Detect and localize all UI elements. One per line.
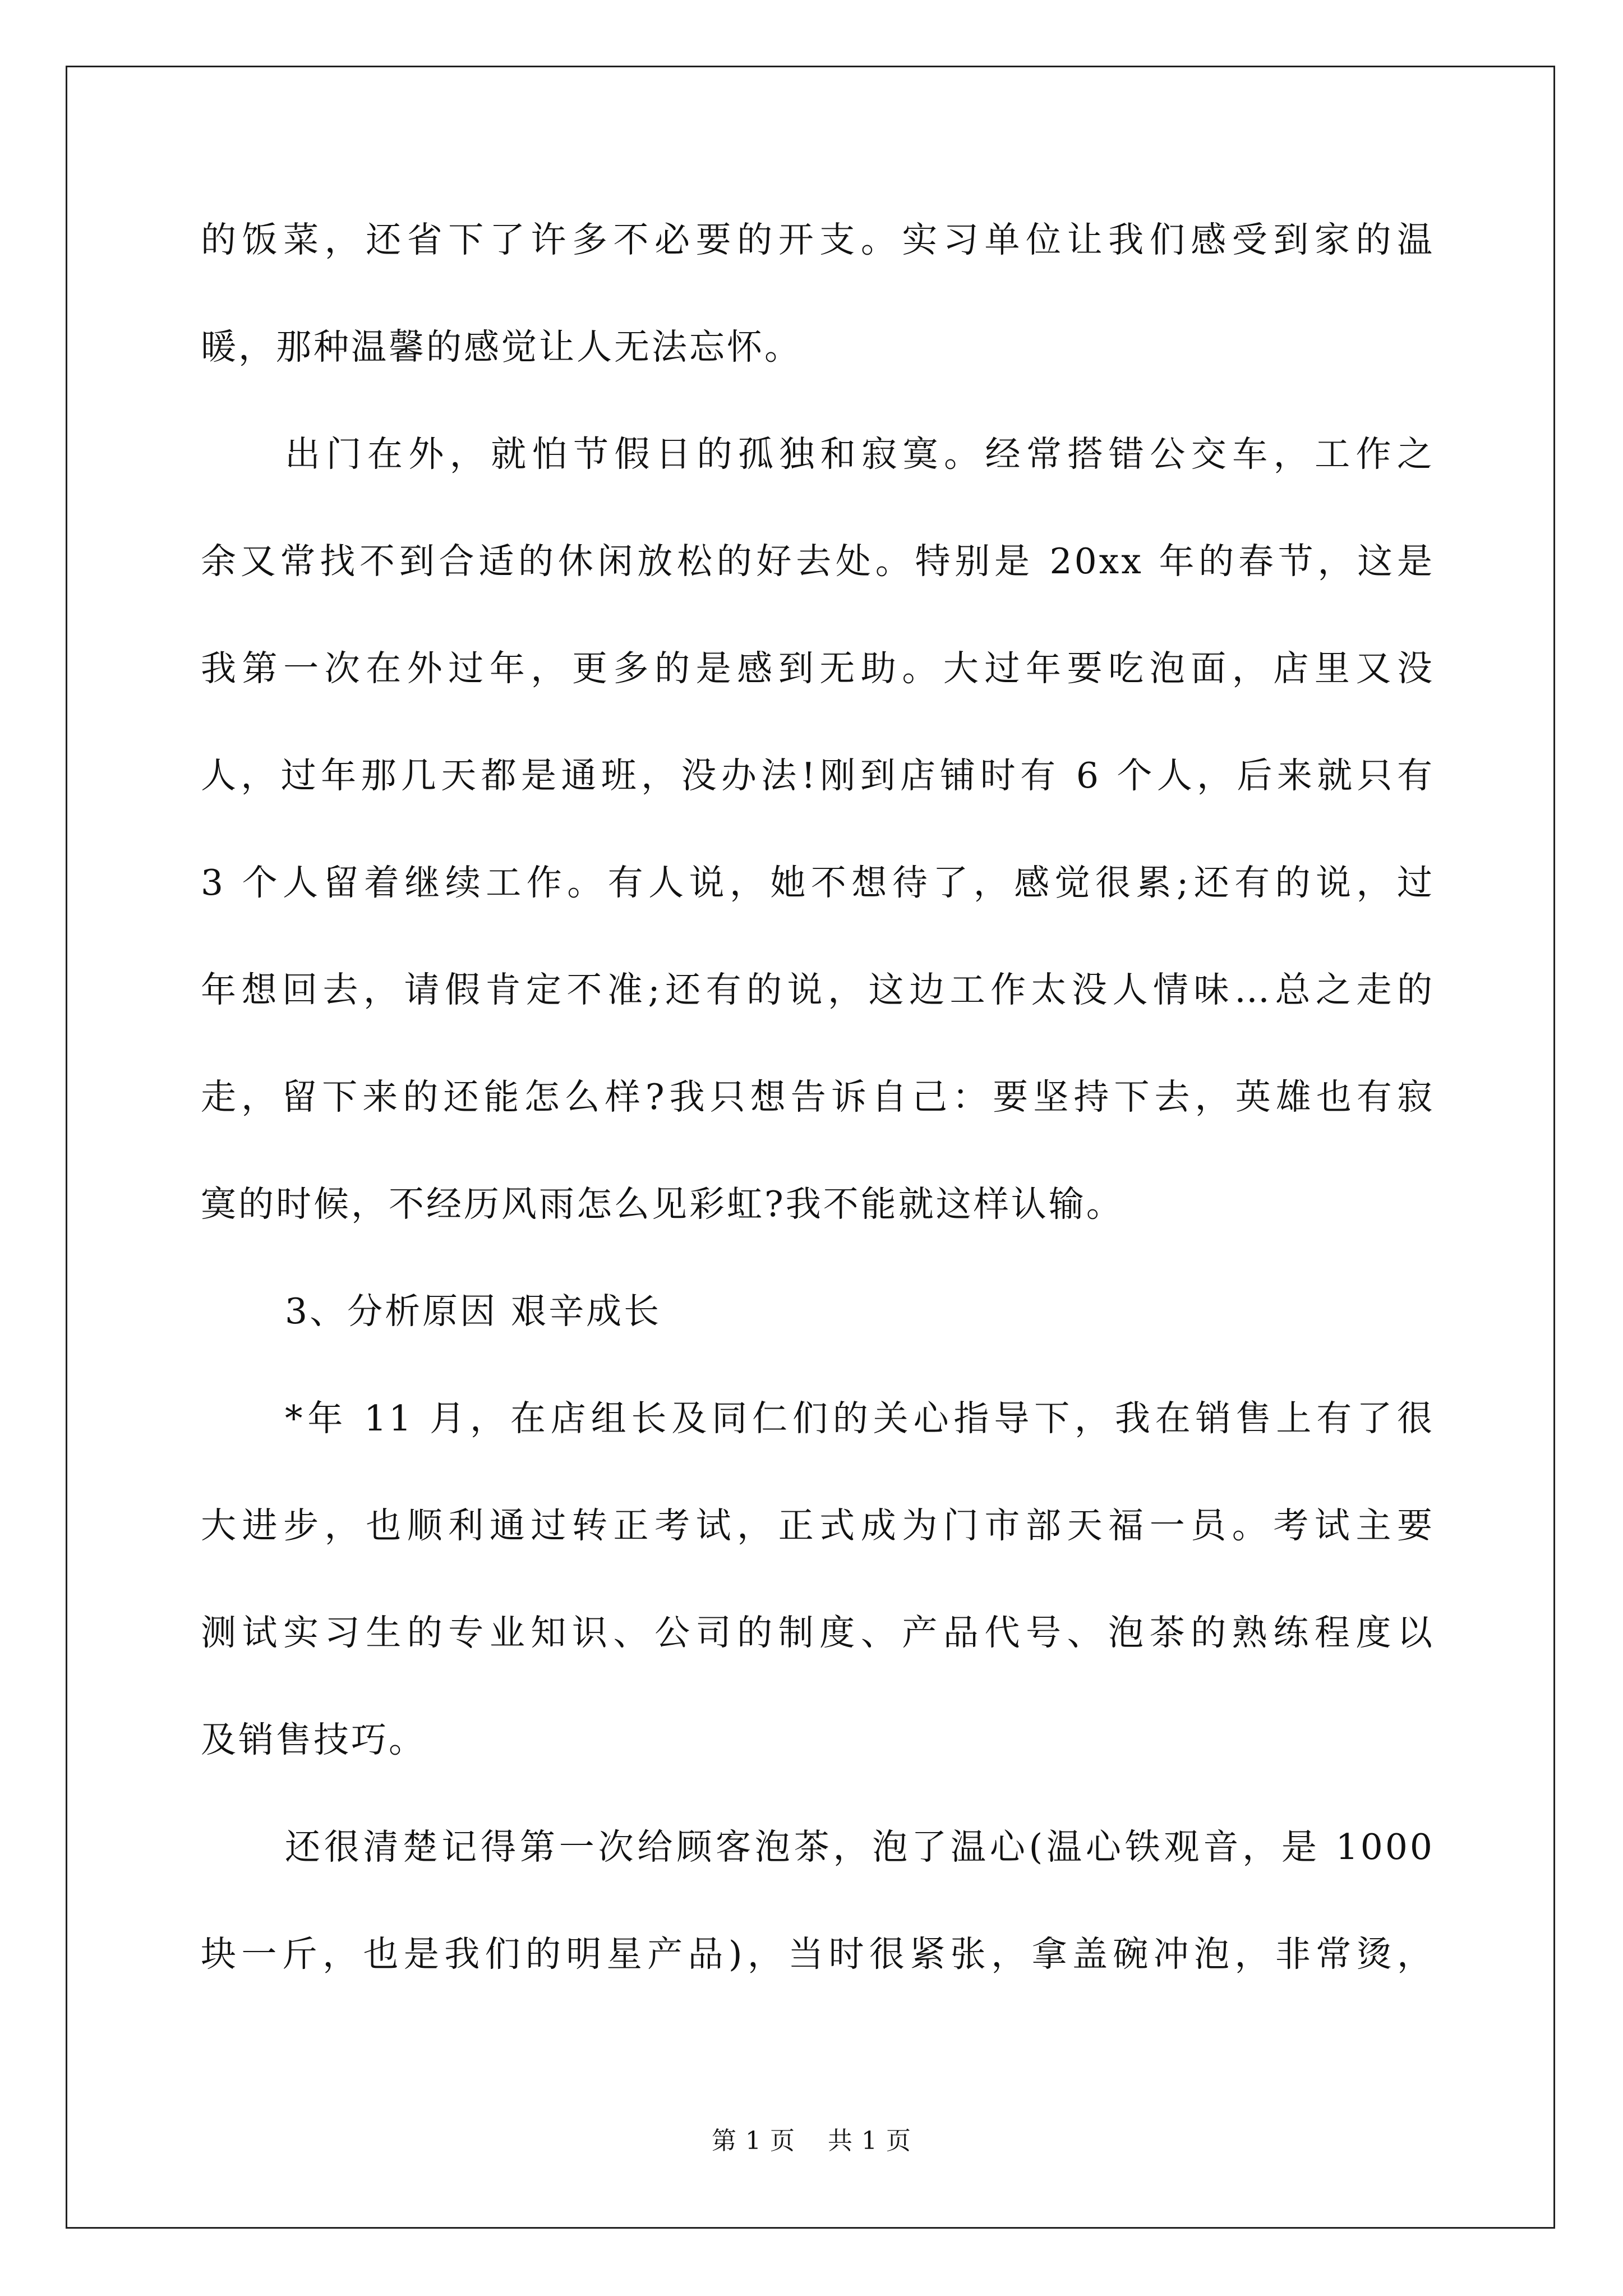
document-body [201, 219, 1435, 2043]
text-line: *年 11 月，在店组长及同仁们的关心指导下，我在销售上有了很 [285, 1398, 1435, 1439]
page-total: 共 1 页 [828, 2127, 911, 2155]
text-line: 3 个人留着继续工作。有人说，她不想待了，感觉很累;还有的说，过 [201, 862, 1435, 903]
text-line: 及销售技巧。 [201, 1719, 426, 1760]
text-line: 我第一次在外过年，更多的是感到无助。大过年要吃泡面，店里又没 [201, 648, 1435, 689]
text-line: 年想回去，请假肯定不准;还有的说，这边工作太没人情味…总之走的 [201, 969, 1435, 1010]
text-line: 出门在外，就怕节假日的孤独和寂寞。经常搭错公交车，工作之 [285, 434, 1435, 475]
text-line: 的饭菜，还省下了许多不必要的开支。实习单位让我们感受到家的温 [201, 219, 1435, 260]
text-line: 人，过年那几天都是通班，没办法!刚到店铺时有 6 个人，后来就只有 [201, 755, 1435, 796]
text-line: 块一斤，也是我们的明星产品)，当时很紧张，拿盖碗冲泡，非常烫， [201, 1934, 1435, 1975]
text-line: 寞的时候，不经历风雨怎么见彩虹?我不能就这样认输。 [201, 1184, 1124, 1225]
text-line: 余又常找不到合适的休闲放松的好去处。特别是 20xx 年的春节，这是 [201, 541, 1435, 582]
text-line: 3、分析原因 艰辛成长 [285, 1291, 662, 1332]
page-footer [0, 2128, 1623, 2155]
text-line: 走，留下来的还能怎么样?我只想告诉自己：要坚持下去，英雄也有寂 [201, 1076, 1435, 1117]
text-line: 暖，那种温馨的感觉让人无法忘怀。 [201, 326, 802, 367]
text-line: 测试实习生的专业知识、公司的制度、产品代号、泡茶的熟练程度以 [201, 1612, 1435, 1653]
page-number: 第 1 页 [712, 2127, 795, 2155]
text-line: 大进步，也顺利通过转正考试，正式成为门市部天福一员。考试主要 [201, 1505, 1435, 1546]
text-line: 还很清楚记得第一次给顾客泡茶，泡了温心(温心铁观音，是 1000 [285, 1826, 1435, 1867]
